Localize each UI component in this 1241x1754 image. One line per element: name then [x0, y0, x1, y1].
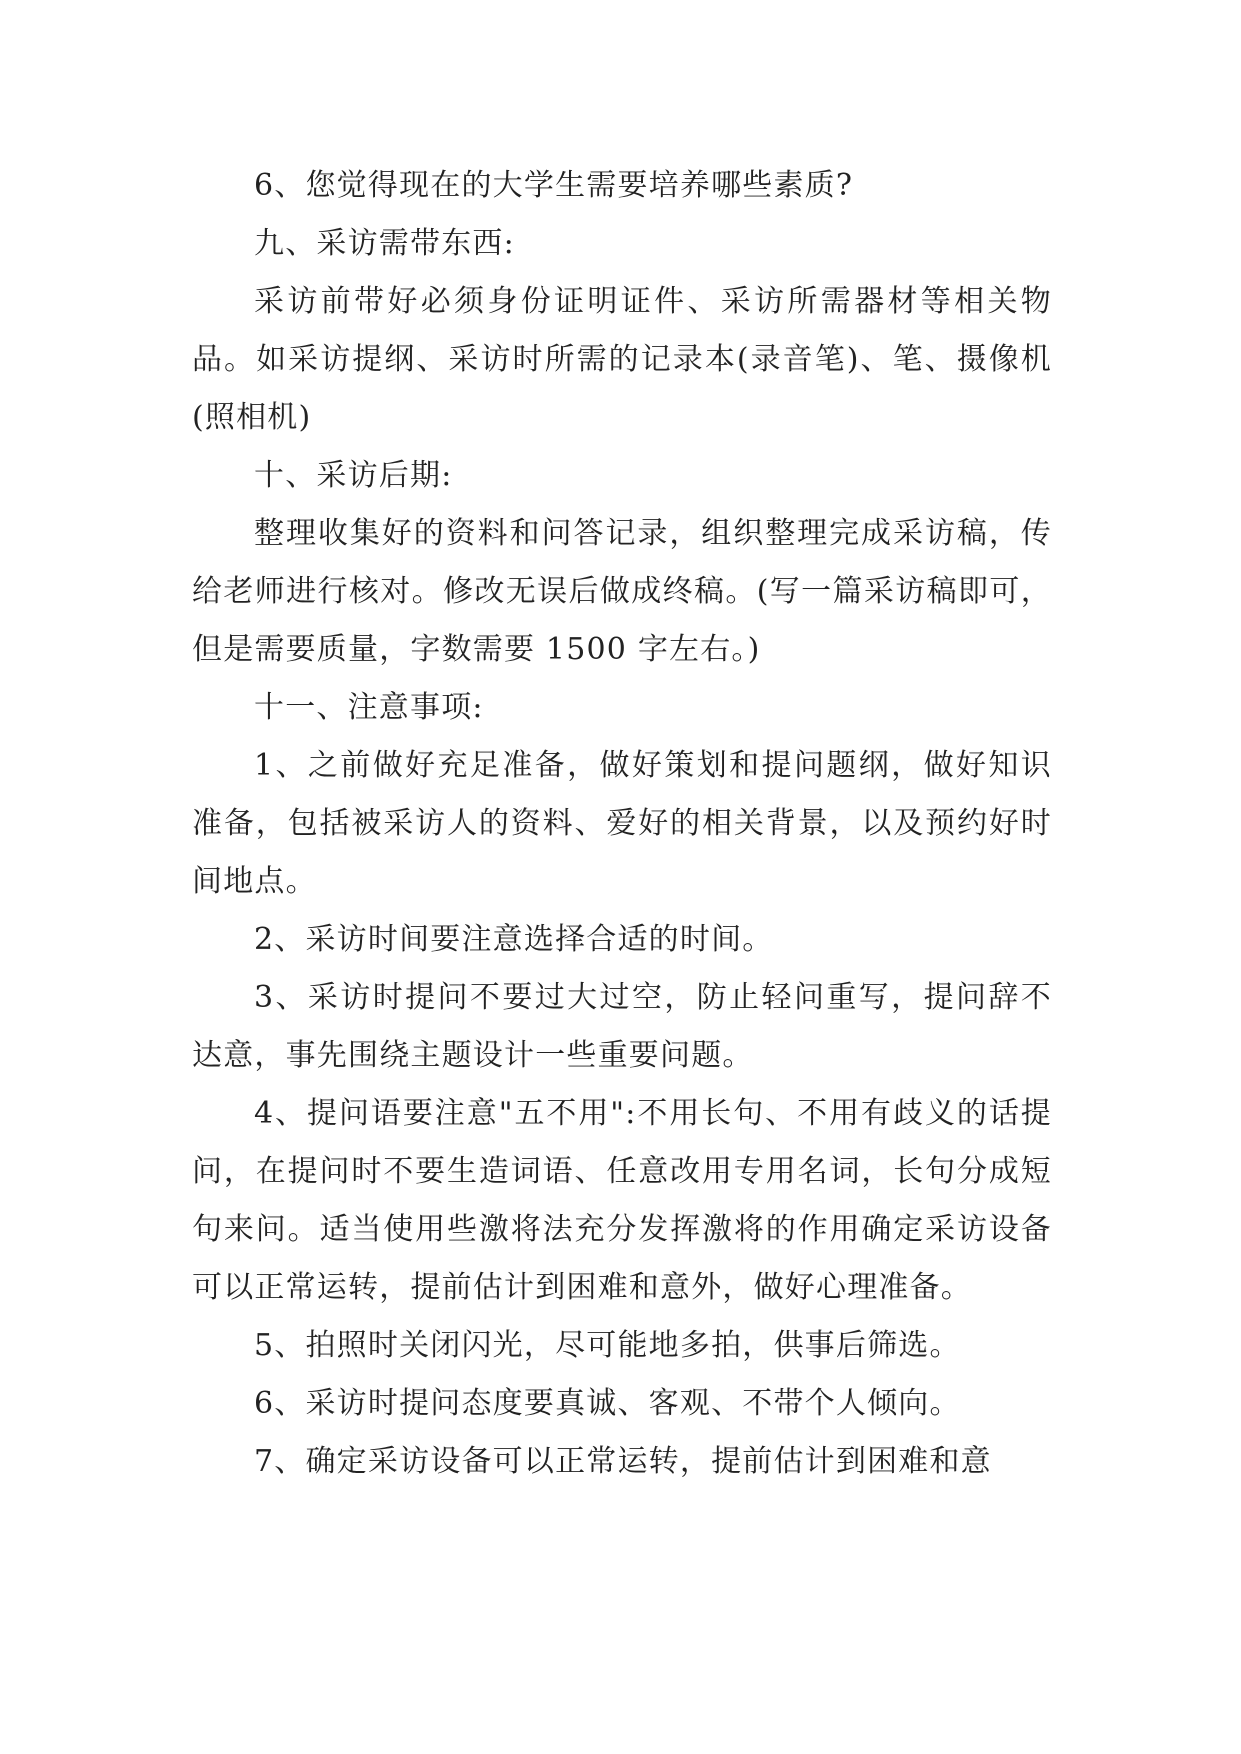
document-body [192, 157, 1052, 1491]
paragraph-note-5: 5、拍照时关闭闪光，尽可能地多拍，供事后筛选。 [254, 1328, 961, 1363]
paragraph-post-interview: 整理收集好的资料和问答记录，组织整理完成采访稿，传给老师进行核对。修改无误后做成终稿。(写一篇采访稿即可，但是需要质量，字数需要 1500 字左右。) [192, 516, 1052, 667]
paragraph-note-4: 4、提问语要注意"五不用":不用长句、不用有歧义的话提问，在提问时不要生造词语、任意改用专用名词，长句分成短句来问。适当使用些激将法充分发挥激将的作用确定采访设备可以正常运转，提前估计到困难和意外，做好心理准备。 [192, 1096, 1052, 1305]
paragraph-note-1: 1、之前做好充足准备，做好策划和提问题纲，做好知识准备，包括被采访人的资料、爱好的相关背景，以及预约好时间地点。 [192, 748, 1052, 899]
paragraph-note-3: 3、采访时提问不要过大过空，防止轻问重写，提问辞不达意，事先围绕主题设计一些重要问题。 [192, 980, 1052, 1073]
heading-section-11: 十一、注意事项: [254, 690, 484, 725]
paragraph-question-6: 6、您觉得现在的大学生需要培养哪些素质? [254, 168, 854, 203]
paragraph-note-2: 2、采访时间要注意选择合适的时间。 [254, 922, 774, 957]
paragraph-note-6: 6、采访时提问态度要真诚、客观、不带个人倾向。 [254, 1386, 961, 1421]
heading-section-9: 九、采访需带东西: [254, 226, 515, 261]
heading-section-10: 十、采访后期: [254, 458, 453, 493]
paragraph-items-to-bring: 采访前带好必须身份证明证件、采访所需器材等相关物品。如采访提纲、采访时所需的记录本(录音笔)、笔、摄像机(照相机) [192, 284, 1052, 435]
paragraph-note-7: 7、确定采访设备可以正常运转，提前估计到困难和意 [254, 1444, 992, 1479]
